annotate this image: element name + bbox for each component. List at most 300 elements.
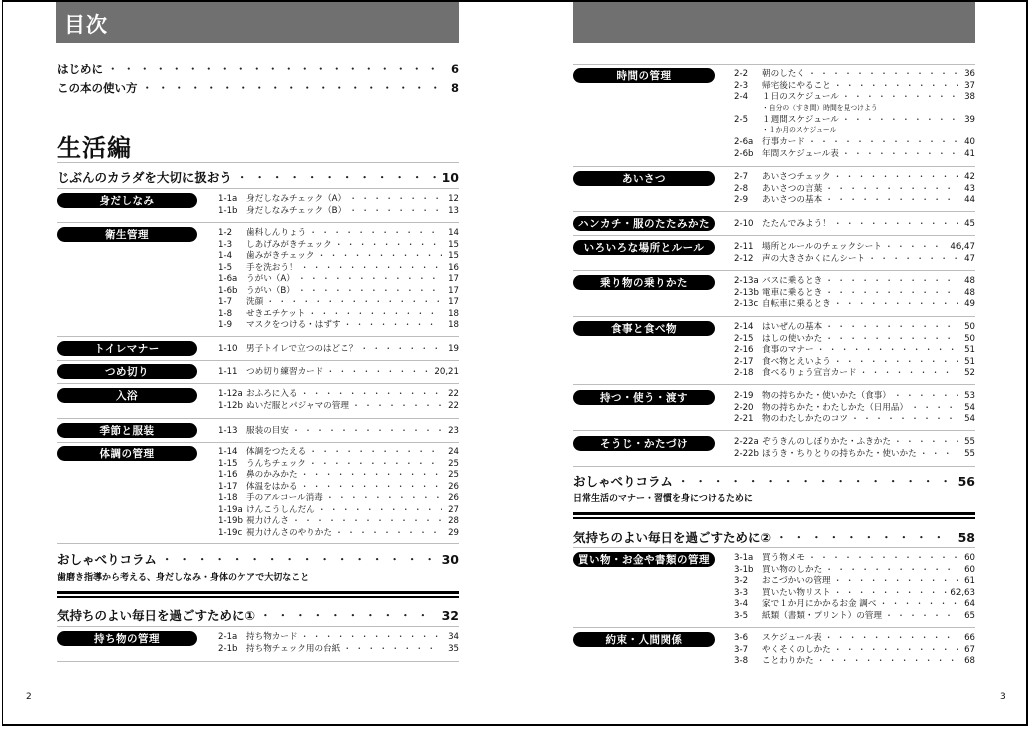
item-title: １週間スケジュール	[762, 114, 839, 125]
item-number: 1-5	[218, 262, 233, 273]
leader-dots	[817, 655, 958, 667]
item-page: 41	[964, 148, 975, 159]
item-number: 3-7	[734, 644, 749, 655]
item-title: たたんでみよう！	[762, 219, 831, 229]
item-number: 2-3	[734, 80, 749, 91]
item-title: おふろに入る	[246, 389, 298, 399]
category-pill: 食事と食べ物	[573, 321, 715, 336]
leader-dots	[834, 356, 958, 368]
item-number: 3-1a	[734, 553, 754, 563]
item-title: 食べ物とえいよう	[762, 356, 831, 367]
category-pill: つめ切り	[57, 364, 197, 379]
item-page: 48	[964, 287, 975, 298]
item-title: スケジュール表	[762, 633, 822, 643]
toc-item[interactable]	[734, 241, 975, 253]
toc-item[interactable]	[218, 205, 459, 217]
item-title: 場所とルールのチェックシート	[762, 242, 882, 252]
toc-item[interactable]	[218, 193, 459, 205]
leader-dots	[301, 631, 442, 643]
category-pill: 買い物・お金や書類の管理	[573, 552, 715, 567]
toc-item[interactable]	[734, 575, 975, 587]
toc-item[interactable]	[734, 194, 975, 206]
toc-item[interactable]	[218, 239, 459, 251]
toc-item[interactable]	[734, 610, 975, 622]
item-page: 37	[964, 80, 975, 91]
toc-item[interactable]	[734, 413, 975, 425]
category-pill: 持ち物の管理	[57, 631, 197, 646]
item-title: 紙類（書類・プリント）の管理	[762, 610, 882, 621]
item-number: 2-22a	[734, 437, 759, 447]
item-title: マスクをつける・はずす	[246, 320, 341, 330]
leader-dots	[326, 366, 431, 378]
toc-item[interactable]	[734, 275, 975, 287]
leader-dots	[834, 575, 958, 587]
item-number: 2-21	[734, 414, 754, 424]
item-title: はいぜんの基本	[762, 322, 823, 332]
item-title: あいさつチェック	[762, 172, 831, 182]
item-number: 1-1b	[218, 205, 238, 216]
item-title: ほうき・ちりとりの持ちかた・使いかた	[762, 448, 917, 459]
category-pill: 入浴	[57, 388, 197, 403]
toc-item[interactable]	[218, 504, 459, 516]
toc-item[interactable]	[218, 425, 459, 437]
item-page: 29	[448, 527, 459, 538]
item-title: しあげみがきチェック	[246, 239, 332, 250]
category-pill: トイレマナー	[57, 341, 197, 356]
right-page	[516, 0, 1032, 729]
divider	[57, 383, 459, 384]
item-number: 1-8	[218, 308, 233, 319]
item-page: 40	[964, 137, 975, 147]
toc-item[interactable]	[218, 273, 459, 285]
item-title: 買いたい物リスト	[762, 587, 831, 598]
leader-dots	[894, 436, 958, 448]
category-pill: いろいろな場所とルール	[573, 240, 715, 255]
category-pill: 季節と服装	[57, 423, 197, 438]
toc-item[interactable]	[734, 68, 975, 80]
toc-item[interactable]	[218, 319, 459, 331]
toc-part-entry[interactable]	[57, 168, 459, 186]
toc-item[interactable]	[218, 527, 459, 539]
leader-dots	[301, 388, 442, 400]
item-title: 物のわたしかたのコツ	[762, 414, 848, 424]
leader-dots	[266, 296, 442, 308]
item-page: 22	[448, 389, 459, 399]
toc-item[interactable]	[734, 632, 975, 644]
item-number: 2-13a	[734, 276, 759, 286]
toc-header-band	[56, 2, 459, 43]
leader-dots	[834, 80, 958, 92]
divider	[573, 211, 975, 212]
leader-dots	[360, 343, 442, 355]
item-title: けんこうしんだん	[246, 504, 315, 515]
toc-item[interactable]	[734, 218, 975, 230]
item-title: 持ち物チェック用の台紙	[246, 643, 341, 654]
item-page: 17	[448, 297, 459, 307]
leader-dots	[326, 492, 442, 504]
leader-dots	[825, 287, 958, 299]
toc-item[interactable]	[734, 552, 975, 564]
item-number: 1-9	[218, 320, 233, 330]
divider	[57, 661, 459, 662]
toc-item[interactable]	[218, 631, 459, 643]
item-number: 2-9	[734, 195, 749, 205]
toc-item[interactable]	[218, 469, 459, 481]
leader-dots	[834, 644, 958, 656]
entry-page: 30	[441, 552, 459, 567]
item-page: 55	[964, 448, 975, 459]
leader-dots	[885, 241, 948, 253]
item-title: うんちチェック	[246, 458, 306, 469]
item-title: １日のスケジュール	[762, 92, 839, 102]
toc-item[interactable]	[734, 344, 975, 356]
item-page: 24	[448, 447, 459, 457]
leader-dots	[911, 402, 958, 414]
category-pill: 乗り物の乗りかた	[573, 275, 715, 290]
leader-dots	[161, 550, 438, 568]
leader-dots	[142, 80, 447, 96]
item-number: 3-6	[734, 633, 749, 643]
item-page: 50	[964, 333, 975, 344]
item-title: 鼻のかみかた	[246, 470, 298, 480]
item-number: 2-6a	[734, 137, 754, 147]
item-number: 3-5	[734, 610, 749, 621]
toc-item[interactable]	[734, 655, 975, 667]
item-number: 1-15	[218, 458, 238, 469]
toc-item[interactable]	[734, 598, 975, 610]
item-title: 持ち物カード	[246, 632, 298, 642]
leader-dots	[301, 481, 442, 493]
leader-dots	[825, 194, 958, 206]
toc-item[interactable]	[218, 262, 459, 274]
item-number: 1-16	[218, 470, 238, 480]
item-title: 視力けんさのやりかた	[246, 527, 332, 538]
toc-item[interactable]	[218, 343, 459, 355]
leader-dots	[851, 413, 958, 425]
leader-dots	[344, 319, 442, 331]
toc-title: 目次	[64, 13, 108, 37]
item-page: 22	[448, 400, 459, 411]
item-page: 17	[448, 285, 459, 296]
item-number: 2-20	[734, 402, 754, 413]
item-title: ことわりかた	[762, 656, 814, 666]
item-title: 食べるりょう宣言カード	[762, 368, 857, 378]
toc-item[interactable]	[218, 515, 459, 527]
double-divider	[573, 512, 975, 515]
divider	[573, 316, 975, 317]
item-number: 2-2	[734, 69, 749, 79]
toc-item[interactable]	[218, 400, 459, 412]
entry-title: この本の使い方	[57, 81, 138, 95]
toc-item[interactable]	[218, 481, 459, 493]
toc-item[interactable]	[734, 321, 975, 333]
item-number: 2-16	[734, 345, 754, 355]
item-title: 歯みがきチェック	[246, 251, 315, 261]
entry-title: おしゃべりコラム	[573, 474, 673, 489]
item-page: 42	[964, 172, 975, 182]
item-number: 1-2	[218, 228, 233, 238]
leader-dots	[236, 168, 438, 186]
item-number: 1-14	[218, 447, 238, 457]
category-pill: あいさつ	[573, 171, 715, 186]
leader-dots	[834, 587, 948, 599]
item-title: 服装の目安	[246, 426, 289, 436]
item-page: 52	[964, 368, 975, 378]
toc-column-entry[interactable]	[57, 550, 459, 568]
toc-column-entry[interactable]	[573, 472, 975, 490]
item-title: せきエチケット	[246, 308, 306, 319]
entry-title: 気持ちのよい毎日を過ごすために①	[57, 608, 256, 623]
divider	[57, 360, 459, 361]
item-number: 1-19c	[218, 527, 243, 538]
item-number: 2-5	[734, 114, 749, 125]
item-page: 23	[448, 426, 459, 436]
leader-dots	[309, 458, 442, 470]
leader-dots	[825, 275, 958, 287]
item-number: 2-18	[734, 368, 754, 378]
item-note: ・１か月のスケジュール	[762, 126, 837, 134]
item-page: 34	[448, 632, 459, 642]
leader-dots	[817, 344, 958, 356]
item-number: 3-4	[734, 599, 749, 609]
item-title: 買う物メモ	[762, 553, 805, 563]
item-page: 48	[964, 276, 975, 286]
toc-item[interactable]	[218, 366, 459, 378]
leader-dots	[834, 218, 958, 230]
item-number: 1-6a	[218, 274, 238, 284]
leader-dots	[825, 183, 958, 195]
item-page: 55	[964, 437, 975, 447]
divider	[57, 626, 459, 627]
item-number: 2-11	[734, 242, 754, 252]
toc-item[interactable]	[218, 296, 459, 308]
item-note: ・自分の（すき間）時間を見つけよう	[762, 103, 878, 112]
toc-item[interactable]	[734, 298, 975, 310]
item-page: 39	[964, 114, 975, 125]
entry-page: 6	[450, 62, 459, 76]
item-number: 2-8	[734, 183, 749, 194]
item-title: うがい（B）	[246, 285, 295, 296]
item-number: 2-7	[734, 172, 749, 182]
toc-item[interactable]	[734, 80, 975, 92]
item-page: 38	[964, 92, 975, 102]
item-page: 15	[448, 239, 459, 250]
item-number: 1-17	[218, 481, 238, 492]
item-page: 65	[964, 610, 975, 621]
leader-dots	[301, 469, 442, 481]
item-title: ぬいだ服とパジャマの管理	[246, 400, 349, 411]
toc-item[interactable]	[734, 644, 975, 656]
divider	[573, 627, 975, 628]
item-number: 2-1a	[218, 632, 238, 642]
toc-item[interactable]	[734, 436, 975, 448]
item-title: うがい（A）	[246, 274, 295, 284]
leader-dots	[860, 367, 958, 379]
item-title: 身だしなみチェック（B）	[246, 205, 347, 216]
category-pill: 約束・人間関係	[573, 632, 715, 647]
item-number: 2-10	[734, 219, 754, 229]
item-title: やくそくのしかた	[762, 644, 831, 655]
divider	[57, 418, 459, 419]
toc-item[interactable]	[218, 492, 459, 504]
toc-part2-entry[interactable]	[57, 606, 459, 624]
item-page: 60	[964, 553, 975, 563]
toc-item[interactable]	[734, 367, 975, 379]
item-page: 54	[964, 414, 975, 424]
toc-item[interactable]	[734, 587, 975, 599]
toc-item[interactable]	[218, 250, 459, 262]
item-number: 3-3	[734, 587, 749, 598]
toc-entry-how-to-use[interactable]	[57, 80, 459, 98]
column-subtitle: 日常生活のマナー・習慣を身につけるために	[573, 494, 753, 504]
leader-dots	[842, 114, 958, 126]
item-title: 家で１か月にかかるお金 調べ	[762, 599, 877, 609]
leader-dots	[352, 400, 442, 412]
toc-item[interactable]	[734, 333, 975, 345]
item-title: 電車に乗るとき	[762, 287, 823, 298]
category-pill: 時間の管理	[573, 68, 715, 83]
item-page: 26	[448, 493, 459, 503]
double-divider	[57, 591, 459, 594]
category-pill: 身だしなみ	[57, 193, 197, 208]
item-page: 43	[964, 183, 975, 194]
leader-dots	[825, 321, 958, 333]
leader-dots	[825, 333, 958, 345]
item-title: 手のアルコール消毒	[246, 493, 323, 503]
leader-dots	[677, 472, 954, 490]
toc-item[interactable]	[734, 91, 975, 103]
toc-item[interactable]	[734, 356, 975, 368]
item-number: 2-13b	[734, 287, 759, 298]
item-number: 1-11	[218, 367, 238, 377]
item-page: 28	[448, 516, 459, 526]
toc-item[interactable]	[734, 390, 975, 402]
item-page: 50	[964, 322, 975, 332]
item-number: 2-12	[734, 253, 754, 264]
divider	[57, 336, 459, 337]
leader-dots	[825, 564, 958, 576]
leader-dots	[868, 253, 958, 265]
item-page: 27	[448, 504, 459, 515]
leader-dots	[259, 606, 438, 624]
toc-item[interactable]	[734, 564, 975, 576]
item-page: 64	[964, 599, 975, 609]
item-title: 行事カード	[762, 137, 805, 147]
item-title: 食事のマナー	[762, 345, 814, 355]
leader-dots	[318, 504, 442, 516]
item-title: 体調をつたえる	[246, 447, 307, 457]
toc-item[interactable]	[734, 148, 975, 160]
item-page: 15	[448, 251, 459, 261]
toc-item[interactable]	[734, 183, 975, 195]
leader-dots	[808, 68, 958, 80]
item-page: 25	[448, 458, 459, 469]
entry-title: おしゃべりコラム	[57, 552, 157, 567]
item-title: 洗顔	[246, 297, 264, 307]
leader-dots	[335, 527, 442, 539]
toc-item[interactable]	[218, 227, 459, 239]
toc-part3-entry[interactable]	[573, 528, 975, 546]
item-number: 1-18	[218, 493, 238, 503]
leader-dots	[292, 425, 442, 437]
item-number: 2-19	[734, 391, 754, 401]
item-title: 朝のしたく	[762, 69, 805, 79]
item-title: 体温をはかる	[246, 481, 298, 492]
toc-item[interactable]	[218, 285, 459, 297]
leader-dots	[301, 262, 442, 274]
toc-item[interactable]	[218, 643, 459, 655]
toc-item[interactable]	[218, 308, 459, 320]
item-number: 3-2	[734, 576, 749, 586]
category-pill: 持つ・使う・渡す	[573, 390, 715, 405]
item-title: あいさつの言葉	[762, 183, 823, 194]
leader-dots	[318, 250, 443, 262]
item-page: 66	[964, 633, 975, 643]
toc-item[interactable]	[734, 136, 975, 148]
toc-item[interactable]	[734, 402, 975, 414]
leader-dots	[308, 308, 442, 320]
category-pill: そうじ・かたづけ	[573, 436, 715, 451]
column-subtitle: 歯磨き指導から考える、身だしなみ・身体のケアで大切なこと	[57, 573, 310, 583]
toc-item[interactable]	[734, 114, 975, 126]
item-page: 14	[448, 228, 459, 238]
toc-item[interactable]	[218, 458, 459, 470]
item-page: 53	[964, 391, 975, 401]
leader-dots	[834, 298, 958, 310]
toc-entry-intro[interactable]	[57, 61, 459, 79]
divider	[573, 384, 975, 385]
divider	[573, 64, 975, 65]
divider	[573, 166, 975, 167]
toc-item[interactable]	[734, 287, 975, 299]
item-title: 声の大きさかくにんシート	[762, 253, 866, 264]
entry-title: はじめに	[57, 62, 103, 76]
leader-dots	[879, 598, 958, 610]
item-title: 物の持ちかた・わたしかた（日用品）	[762, 402, 909, 413]
entry-title: 気持ちのよい毎日を過ごすために②	[573, 530, 772, 545]
item-page: 16	[448, 262, 459, 273]
category-pill: ハンカチ・服のたたみかた	[573, 216, 715, 231]
item-page: 60	[964, 564, 975, 575]
entry-page: 32	[441, 608, 459, 623]
item-page: 36	[964, 69, 975, 79]
toc-item[interactable]	[734, 171, 975, 183]
divider	[573, 547, 975, 548]
toc-item[interactable]	[734, 253, 975, 265]
leader-dots	[343, 643, 442, 655]
entry-page: 58	[957, 530, 975, 545]
item-number: 2-4	[734, 92, 749, 102]
item-title: 買い物のしかた	[762, 564, 823, 575]
item-title: はしの使いかた	[762, 333, 823, 344]
toc-item[interactable]	[218, 446, 459, 458]
entry-page: 8	[450, 81, 459, 95]
leader-dots	[808, 552, 958, 564]
divider	[573, 430, 975, 431]
item-title: 年間スケジュール表	[762, 148, 839, 159]
divider	[573, 270, 975, 271]
item-number: 1-19a	[218, 504, 243, 515]
item-page: 26	[448, 481, 459, 492]
leader-dots	[298, 285, 442, 297]
item-number: 3-1b	[734, 564, 754, 575]
toc-item[interactable]	[734, 448, 975, 460]
item-page: 51	[964, 345, 975, 355]
leader-dots	[349, 205, 442, 217]
item-number: 1-19b	[218, 516, 243, 526]
item-title: 帰宅後にやること	[762, 80, 831, 91]
toc-item[interactable]	[218, 388, 459, 400]
